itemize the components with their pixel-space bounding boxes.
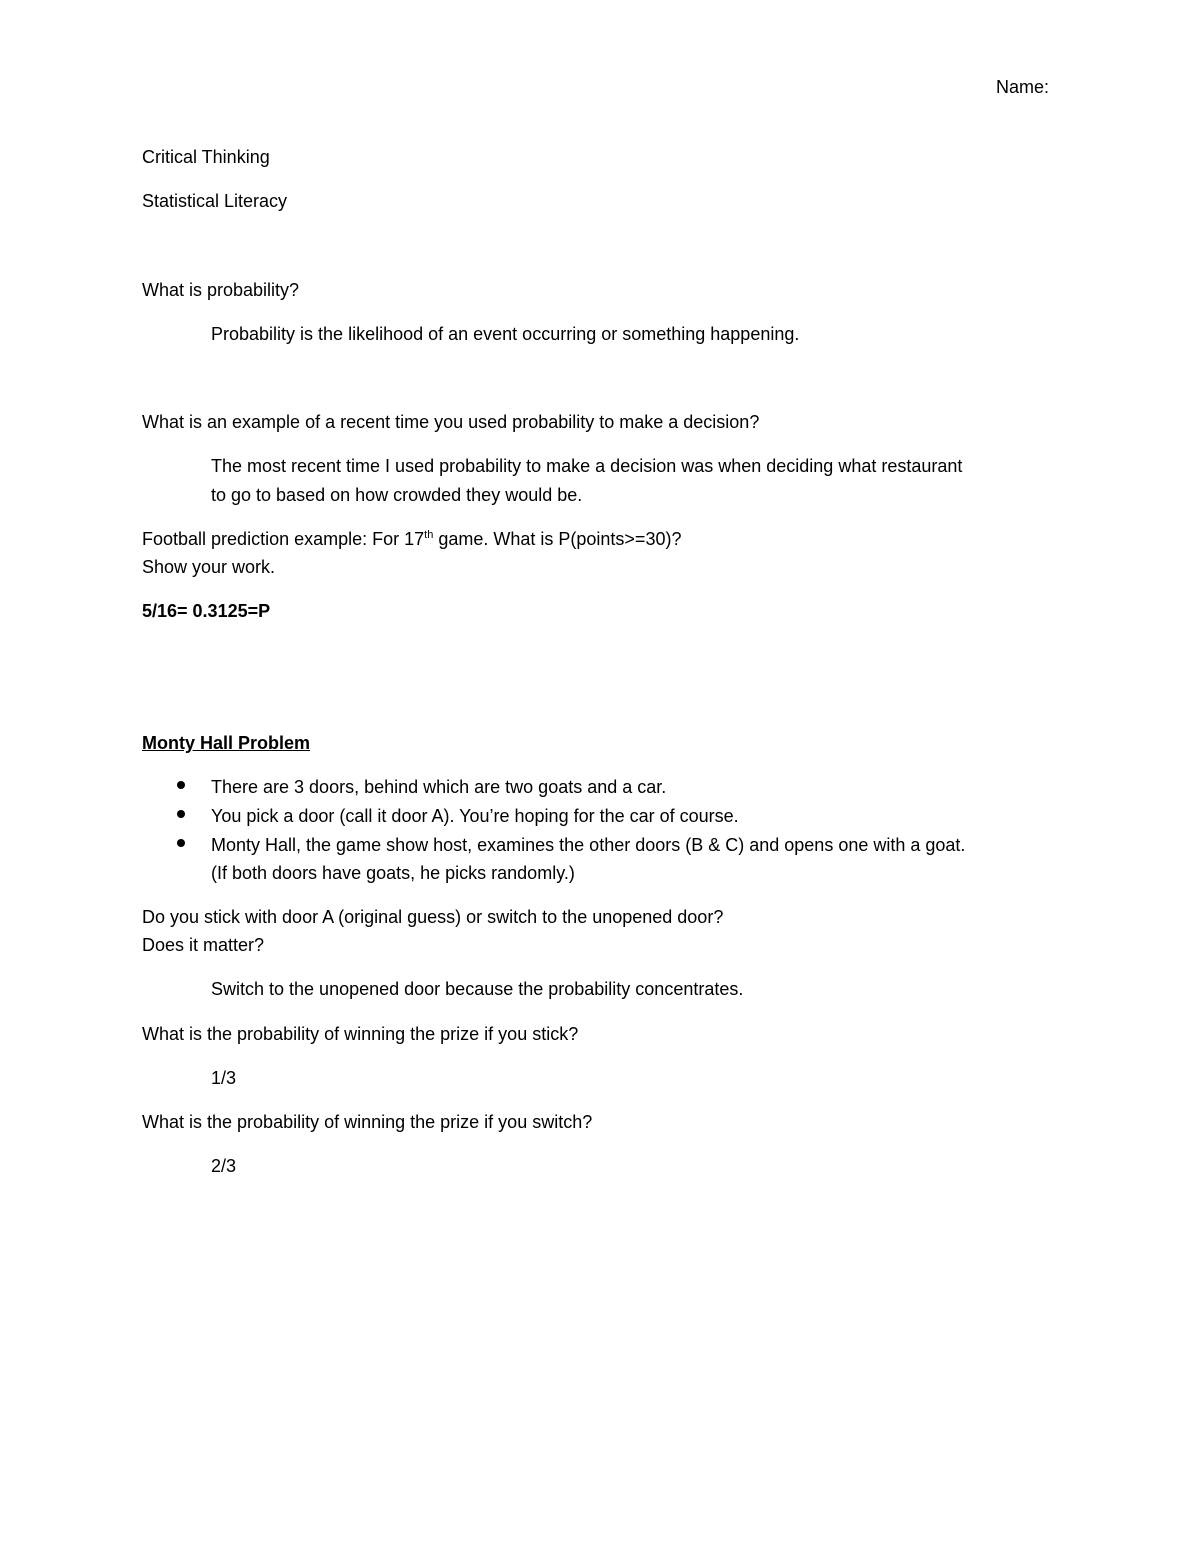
monty-question-line2: Does it matter? bbox=[142, 935, 265, 955]
football-answer: 5/16= 0.3125=P bbox=[142, 601, 271, 621]
bullet-icon bbox=[177, 810, 185, 818]
monty-bullet-3-line2: (If both doors have goats, he picks randomly.) bbox=[211, 863, 575, 883]
monty-question-line1: Do you stick with door A (original guess) or switch to the unopened door? bbox=[142, 907, 724, 927]
football-show-work: Show your work. bbox=[142, 557, 276, 577]
football-question-superscript: th bbox=[424, 529, 434, 541]
question-what-is-probability: What is probability? bbox=[142, 280, 300, 300]
title-statistical-literacy: Statistical Literacy bbox=[142, 191, 288, 211]
bullet-icon bbox=[177, 839, 185, 847]
football-question-prefix: Football prediction example: For 17 bbox=[142, 529, 425, 549]
switch-question: What is the probability of winning the prize if you switch? bbox=[142, 1112, 593, 1132]
monty-bullet-3-line1: Monty Hall, the game show host, examines the other doors (B & C) and opens one with a goat. bbox=[211, 835, 966, 855]
name-label: Name: bbox=[996, 77, 1050, 97]
monty-hall-heading: Monty Hall Problem bbox=[142, 733, 311, 753]
switch-answer: 2/3 bbox=[211, 1156, 237, 1176]
stick-question: What is the probability of winning the prize if you stick? bbox=[142, 1024, 579, 1044]
answer-what-is-probability: Probability is the likelihood of an event occurring or something happening. bbox=[211, 324, 800, 344]
monty-answer: Switch to the unopened door because the probability concentrates. bbox=[211, 979, 744, 999]
bullet-icon bbox=[177, 781, 185, 789]
answer-recent-example-line2: to go to based on how crowded they would be. bbox=[211, 485, 583, 505]
football-question bbox=[142, 528, 681, 550]
monty-bullet-1: There are 3 doors, behind which are two goats and a car. bbox=[211, 777, 667, 797]
title-critical-thinking: Critical Thinking bbox=[142, 147, 270, 167]
answer-recent-example-line1: The most recent time I used probability to make a decision was when deciding what restaurant bbox=[211, 456, 963, 476]
football-question-suffix: game. What is P(points>=30)? bbox=[433, 529, 682, 549]
monty-bullet-2: You pick a door (call it door A). You’re hoping for the car of course. bbox=[211, 806, 739, 826]
stick-answer: 1/3 bbox=[211, 1068, 237, 1088]
question-recent-example: What is an example of a recent time you used probability to make a decision? bbox=[142, 412, 760, 432]
